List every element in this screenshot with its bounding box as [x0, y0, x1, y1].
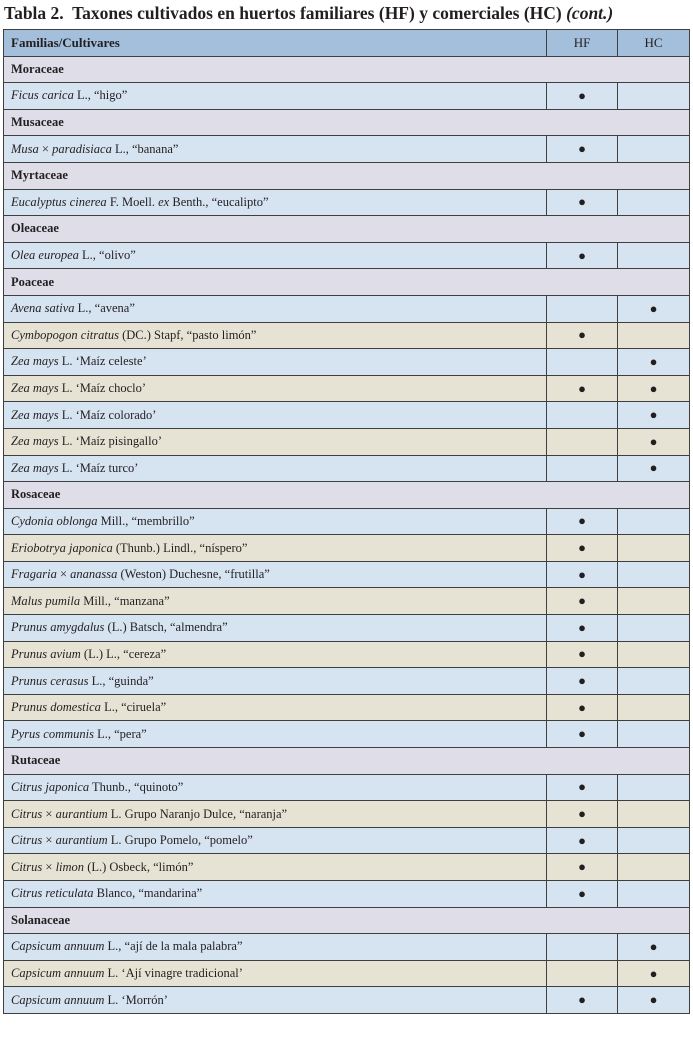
- taxon-text: L., “avena”: [74, 301, 135, 316]
- taxon-scientific-name: Zea mays: [11, 381, 59, 396]
- family-row: [4, 109, 690, 136]
- taxon-text: F. Moell.: [106, 194, 159, 209]
- bullet-icon: ●: [578, 699, 586, 715]
- taxon-text: (L.) Batsch, “almendra”: [104, 620, 228, 635]
- taxon-row: [4, 428, 690, 455]
- taxon-text: (Thunb.) Lindl., “níspero”: [112, 540, 248, 555]
- taxon-text: (DC.) Stapf, “pasto limón”: [118, 327, 257, 342]
- bullet-icon: ●: [578, 327, 586, 343]
- bullet-icon: ●: [578, 593, 586, 609]
- table-body: [4, 56, 690, 1013]
- bullet-icon: ●: [578, 380, 586, 396]
- taxon-name: [4, 774, 547, 801]
- taxon-row: [4, 694, 690, 721]
- hc-cell: [618, 987, 690, 1014]
- hc-cell: [618, 428, 690, 455]
- taxon-name: [4, 694, 547, 721]
- taxon-text: Thunb., “quinoto”: [89, 779, 184, 794]
- taxon-scientific-name: ex: [158, 194, 170, 209]
- taxon-scientific-name: Citrus: [11, 833, 43, 848]
- bullet-icon: ●: [649, 300, 658, 316]
- taxon-text: (Weston) Duchesne, “frutilla”: [117, 567, 270, 582]
- bullet-icon: ●: [649, 460, 658, 476]
- taxon-scientific-name: paradisiaca: [52, 141, 112, 156]
- caption-cont: (cont.): [566, 3, 614, 23]
- bullet-icon: ●: [578, 141, 586, 157]
- taxon-row: [4, 588, 690, 615]
- family-row: [4, 748, 690, 775]
- taxon-name: [4, 349, 547, 376]
- hc-cell: [618, 535, 690, 562]
- bullet-icon: ●: [578, 806, 586, 822]
- taxon-row: [4, 402, 690, 429]
- family-row: [4, 907, 690, 934]
- taxon-row: [4, 83, 690, 110]
- header-row: [4, 30, 690, 57]
- taxon-row: [4, 189, 690, 216]
- taxon-scientific-name: Malus pumila: [11, 593, 81, 608]
- taxon-name: [4, 827, 547, 854]
- hf-cell: [547, 242, 618, 269]
- taxon-row: [4, 934, 690, 961]
- taxon-text: ×: [42, 833, 56, 848]
- bullet-icon: ●: [578, 779, 586, 795]
- taxon-name: [4, 322, 547, 349]
- taxon-row: [4, 641, 690, 668]
- taxon-scientific-name: Zea mays: [11, 460, 59, 475]
- taxon-text: L., “pera”: [93, 726, 147, 741]
- hc-cell: [618, 295, 690, 322]
- family-row: [4, 269, 690, 296]
- hc-cell: [618, 641, 690, 668]
- hc-cell: [618, 508, 690, 535]
- taxon-name: [4, 428, 547, 455]
- taxon-scientific-name: Zea mays: [11, 354, 59, 369]
- taxon-name: [4, 854, 547, 881]
- taxon-text: L., “olivo”: [78, 248, 136, 263]
- hf-cell: [547, 322, 618, 349]
- family-name: Musaceae: [4, 109, 690, 136]
- hf-cell: [547, 987, 618, 1014]
- hf-cell: [547, 402, 618, 429]
- family-name: Poaceae: [4, 269, 690, 296]
- bullet-icon: ●: [578, 513, 586, 529]
- taxon-name: [4, 987, 547, 1014]
- taxon-scientific-name: Citrus: [11, 806, 43, 821]
- taxon-scientific-name: Capsicum annuum: [11, 992, 105, 1007]
- hf-cell: [547, 455, 618, 482]
- taxon-row: [4, 854, 690, 881]
- hc-cell: [618, 960, 690, 987]
- taxon-row: [4, 535, 690, 562]
- family-row: [4, 162, 690, 189]
- bullet-icon: ●: [578, 859, 586, 875]
- hf-cell: [547, 854, 618, 881]
- hc-cell: [618, 881, 690, 908]
- bullet-icon: ●: [578, 194, 586, 210]
- family-name: Rutaceae: [4, 748, 690, 775]
- taxon-name: [4, 721, 547, 748]
- taxon-row: [4, 242, 690, 269]
- taxon-scientific-name: Capsicum annuum: [11, 939, 105, 954]
- taxon-scientific-name: limon: [55, 859, 85, 874]
- taxon-text: ×: [56, 567, 71, 582]
- taxon-row: [4, 668, 690, 695]
- taxon-scientific-name: Eucalyptus cinerea: [11, 194, 107, 209]
- bullet-icon: ●: [649, 353, 658, 369]
- taxon-scientific-name: Avena sativa: [11, 301, 75, 316]
- taxon-row: [4, 774, 690, 801]
- taxon-scientific-name: ananassa: [70, 567, 118, 582]
- taxon-text: Mill., “manzana”: [80, 593, 170, 608]
- taxon-text: Mill., “membrillo”: [97, 513, 195, 528]
- taxon-name: [4, 801, 547, 828]
- table-caption: [4, 3, 613, 24]
- hf-cell: [547, 881, 618, 908]
- taxon-text: L., “higo”: [73, 88, 128, 103]
- taxon-text: L. ‘Maíz choclo’: [58, 381, 147, 396]
- hc-cell: [618, 189, 690, 216]
- bullet-icon: ●: [578, 673, 586, 689]
- taxon-scientific-name: aurantium: [55, 833, 108, 848]
- taxon-scientific-name: Cydonia oblonga: [11, 513, 98, 528]
- family-name: Rosaceae: [4, 482, 690, 509]
- header-hc: HC: [618, 30, 690, 57]
- caption-label: Tabla 2.: [4, 3, 64, 23]
- bullet-icon: ●: [578, 885, 586, 901]
- bullet-icon: ●: [578, 87, 586, 103]
- hc-cell: [618, 402, 690, 429]
- taxon-row: [4, 295, 690, 322]
- taxa-table: [3, 29, 690, 1014]
- taxon-text: Benth., “eucalipto”: [169, 194, 269, 209]
- hf-cell: [547, 295, 618, 322]
- hf-cell: [547, 588, 618, 615]
- taxon-name: [4, 588, 547, 615]
- taxon-row: [4, 960, 690, 987]
- bullet-icon: ●: [649, 407, 658, 423]
- hc-cell: [618, 774, 690, 801]
- taxon-text: (L.) L., “cereza”: [80, 646, 167, 661]
- taxon-row: [4, 827, 690, 854]
- family-name: Myrtaceae: [4, 162, 690, 189]
- hf-cell: [547, 83, 618, 110]
- bullet-icon: ●: [578, 992, 586, 1008]
- taxon-text: ×: [42, 859, 56, 874]
- taxon-text: L. ‘Morrón’: [104, 992, 168, 1007]
- taxon-name: [4, 83, 547, 110]
- taxon-row: [4, 881, 690, 908]
- hc-cell: [618, 801, 690, 828]
- taxon-scientific-name: aurantium: [55, 806, 108, 821]
- taxon-text: L. Grupo Naranjo Dulce, “naranja”: [107, 806, 288, 821]
- taxon-text: L. ‘Maíz pisingallo’: [58, 434, 163, 449]
- taxon-scientific-name: Prunus cerasus: [11, 673, 89, 688]
- taxon-scientific-name: Ficus carica: [11, 88, 74, 103]
- taxon-text: (L.) Osbeck, “limón”: [84, 859, 194, 874]
- hf-cell: [547, 694, 618, 721]
- hc-cell: [618, 668, 690, 695]
- hf-cell: [547, 561, 618, 588]
- taxon-name: [4, 189, 547, 216]
- taxon-name: [4, 242, 547, 269]
- taxon-scientific-name: Fragaria: [11, 567, 57, 582]
- taxon-name: [4, 375, 547, 402]
- taxon-scientific-name: Prunus domestica: [11, 700, 101, 715]
- hf-cell: [547, 428, 618, 455]
- taxon-row: [4, 455, 690, 482]
- taxon-text: Blanco, “mandarina”: [93, 886, 203, 901]
- bullet-icon: ●: [649, 965, 658, 981]
- bullet-icon: ●: [649, 992, 658, 1008]
- taxon-row: [4, 801, 690, 828]
- bullet-icon: ●: [578, 540, 586, 556]
- hf-cell: [547, 721, 618, 748]
- taxon-name: [4, 295, 547, 322]
- bullet-icon: ●: [578, 646, 586, 662]
- taxon-name: [4, 561, 547, 588]
- hf-cell: [547, 668, 618, 695]
- header-familias: Familias/Cultivares: [4, 30, 547, 57]
- hf-cell: [547, 827, 618, 854]
- hf-cell: [547, 615, 618, 642]
- taxon-scientific-name: Citrus: [11, 859, 43, 874]
- taxon-row: [4, 987, 690, 1014]
- bullet-icon: ●: [578, 726, 586, 742]
- taxon-scientific-name: Prunus amygdalus: [11, 620, 105, 635]
- taxon-name: [4, 508, 547, 535]
- taxon-scientific-name: Zea mays: [11, 434, 59, 449]
- family-row: [4, 56, 690, 83]
- family-row: [4, 216, 690, 243]
- taxon-row: [4, 349, 690, 376]
- bullet-icon: ●: [578, 566, 586, 582]
- hc-cell: [618, 561, 690, 588]
- taxon-text: L., “guinda”: [88, 673, 154, 688]
- hc-cell: [618, 455, 690, 482]
- taxon-scientific-name: Musa: [11, 141, 39, 156]
- taxon-scientific-name: Capsicum annuum: [11, 966, 105, 981]
- bullet-icon: ●: [649, 380, 658, 396]
- hc-cell: [618, 854, 690, 881]
- taxon-scientific-name: Prunus avium: [11, 646, 81, 661]
- hc-cell: [618, 83, 690, 110]
- taxon-row: [4, 322, 690, 349]
- taxon-row: [4, 136, 690, 163]
- bullet-icon: ●: [578, 619, 586, 635]
- taxon-name: [4, 881, 547, 908]
- taxon-name: [4, 402, 547, 429]
- hf-cell: [547, 774, 618, 801]
- taxon-text: L. ‘Ají vinagre tradicional’: [104, 966, 243, 981]
- hf-cell: [547, 535, 618, 562]
- taxon-name: [4, 668, 547, 695]
- taxon-text: L. ‘Maíz celeste’: [58, 354, 147, 369]
- hc-cell: [618, 721, 690, 748]
- header-hf: HF: [547, 30, 618, 57]
- taxon-row: [4, 615, 690, 642]
- family-name: Solanaceae: [4, 907, 690, 934]
- hc-cell: [618, 694, 690, 721]
- taxon-row: [4, 561, 690, 588]
- hc-cell: [618, 136, 690, 163]
- hf-cell: [547, 960, 618, 987]
- hf-cell: [547, 375, 618, 402]
- taxon-scientific-name: Eriobotrya japonica: [11, 540, 113, 555]
- taxon-text: L., “banana”: [111, 141, 179, 156]
- taxon-text: L. ‘Maíz turco’: [58, 460, 139, 475]
- bullet-icon: ●: [578, 247, 586, 263]
- taxon-name: [4, 934, 547, 961]
- bullet-icon: ●: [578, 832, 586, 848]
- taxon-text: ×: [38, 141, 53, 156]
- taxon-text: L. ‘Maíz colorado’: [58, 407, 157, 422]
- hf-cell: [547, 349, 618, 376]
- taxon-row: [4, 375, 690, 402]
- hf-cell: [547, 508, 618, 535]
- taxon-scientific-name: Citrus japonica: [11, 779, 90, 794]
- taxon-scientific-name: Pyrus communis: [11, 726, 94, 741]
- taxon-name: [4, 641, 547, 668]
- hc-cell: [618, 322, 690, 349]
- taxon-text: L., “ciruela”: [100, 700, 167, 715]
- taxon-name: [4, 535, 547, 562]
- taxon-name: [4, 136, 547, 163]
- hf-cell: [547, 136, 618, 163]
- taxon-name: [4, 960, 547, 987]
- hc-cell: [618, 934, 690, 961]
- hf-cell: [547, 934, 618, 961]
- family-name: Moraceae: [4, 56, 690, 83]
- taxon-scientific-name: Cymbopogon citratus: [11, 327, 119, 342]
- taxon-text: L. Grupo Pomelo, “pomelo”: [107, 833, 253, 848]
- hc-cell: [618, 827, 690, 854]
- family-row: [4, 482, 690, 509]
- bullet-icon: ●: [649, 433, 658, 449]
- taxon-scientific-name: Olea europea: [11, 248, 79, 263]
- hf-cell: [547, 801, 618, 828]
- taxon-row: [4, 721, 690, 748]
- hc-cell: [618, 349, 690, 376]
- taxon-name: [4, 615, 547, 642]
- hf-cell: [547, 641, 618, 668]
- hc-cell: [618, 242, 690, 269]
- caption-title: Taxones cultivados en huertos familiares (HF) y comerciales (HC): [72, 3, 562, 23]
- taxon-text: L., “ají de la mala palabra”: [104, 939, 243, 954]
- taxon-row: [4, 508, 690, 535]
- hc-cell: [618, 375, 690, 402]
- hc-cell: [618, 615, 690, 642]
- taxon-scientific-name: Citrus reticulata: [11, 886, 94, 901]
- bullet-icon: ●: [649, 938, 658, 954]
- hf-cell: [547, 189, 618, 216]
- taxon-scientific-name: Zea mays: [11, 407, 59, 422]
- hc-cell: [618, 588, 690, 615]
- taxon-name: [4, 455, 547, 482]
- family-name: Oleaceae: [4, 216, 690, 243]
- taxon-text: ×: [42, 806, 56, 821]
